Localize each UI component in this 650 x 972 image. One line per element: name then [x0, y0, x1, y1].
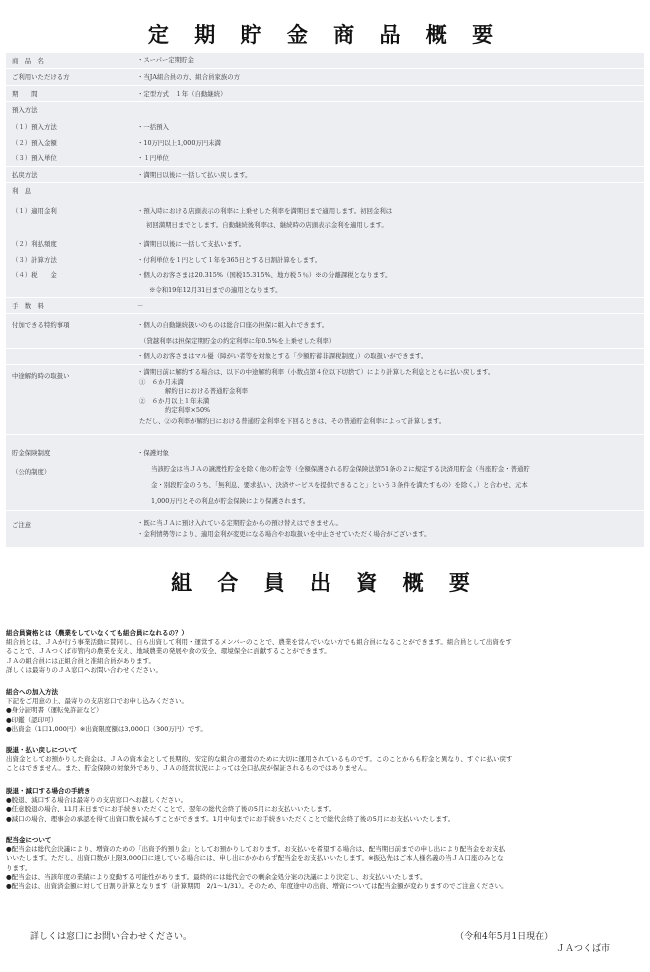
spec-value-frequency: ・満期日以後に一括して支払います。: [137, 240, 246, 248]
withdrawal-line-2: ことはできません。また、貯金保険の対象外であり、ＪＡの経営状況によっては全口払戻が保証されるものではありません。: [6, 764, 371, 773]
dividend-line-4: ●配当金は、当該年度の業績により変動する可能性があります。最終的には総代会での剰余金処分案の決議により決定し、お支払いいたします。: [6, 872, 427, 881]
member-qualification-line-1: 組合員とは、ＪＡが行う事業活動に賛同し、自ら出資して利用・運営するメンバーのことで、農業を営んでいない方でも組合員になることができます。組合員として出資をす: [6, 638, 512, 647]
spec-row-notice: [6, 511, 644, 547]
spec-row-term: [6, 86, 644, 101]
spec-value-early-2: ① ６か月未満: [139, 378, 184, 386]
spec-label-insurance: 貯金保険制度: [12, 449, 51, 457]
spec-row-users: [6, 69, 644, 85]
member-qualification-line-4: 詳しくは最寄りのＪＡ窓口へお問い合わせください。: [6, 665, 162, 674]
spec-label-payout: 払戻方法: [12, 171, 38, 179]
organization-name: ＪＡつくば市: [556, 944, 611, 954]
dividend-line-2: いいたします。ただし、出資口数が上限3,000口に達している場合には、申し出にかかわらず配当金をお支払いいたします。※振込先はご本人様名義の当ＪＡ口座のみとな: [6, 854, 504, 863]
member-qualification-section: [6, 629, 646, 675]
spec-value-name: ・スーパー定期貯金: [137, 56, 194, 64]
withdrawal-line-1: 出資金としてお預かりした資金は、ＪＡの資本金として長期的、安定的な組合の運営のために大切に運用されているものです。このことからも貯金と異なり、すぐに払い戻す: [6, 755, 513, 764]
join-line-4: ●出資金（1口1,000円）※出資限度額は3,000口（300万円）です。: [6, 724, 207, 733]
spec-row-deposit: [6, 102, 644, 166]
withdrawal-heading: 脱退・払い戻しについて: [6, 746, 78, 754]
spec-row-maruyu: [6, 349, 644, 364]
spec-row-name: [6, 53, 644, 68]
spec-label-term: 期 間: [12, 90, 38, 98]
join-line-1: 下記をご用意の上、最寄りの支店窓口でお申し込みください。: [6, 697, 188, 706]
spec-value-rate-1: ・預入時における店頭表示の利率に上乗せした利率を満期日まで適用します。初回金利は: [137, 207, 393, 215]
reduction-section: [6, 787, 646, 824]
spec-value-maruyu: ・個人のお客さまはマル優（障がい者等を対象とする「少額貯蓄非課税制度」）の取扱いができます。: [137, 352, 428, 360]
spec-label-fee: 手 数 料: [12, 302, 44, 310]
spec-label-users: ご利用いただける方: [12, 73, 70, 81]
join-line-3: ●印鑑（認印可）: [6, 715, 58, 724]
spec-value-users: ・当JA組合員の方、組合員家族の方: [137, 73, 241, 81]
spec-value-special-2: （貸越利率は担保定期貯金の約定利率に年0.5%を上乗せした利率）: [140, 337, 336, 345]
spec-value-early-3: 解約日における普通貯金利率: [165, 387, 249, 395]
spec-value-notice-1: ・既に当ＪＡに預け入れている定期貯金からの預け替えはできません。: [137, 519, 342, 527]
spec-row-early: [6, 365, 644, 434]
member-qualification-line-3: ＪＡの組合員には正組合員と准組合員があります。: [6, 656, 155, 665]
contact-note: 詳しくは窓口にお問い合わせください。: [30, 932, 193, 942]
reduction-line-2: ●任意脱退の場合、11月末日までにお手続きいただくことで、翌年の総代会終了後の5月にお支払いいたします。: [6, 805, 336, 814]
spec-value-deposit-amount: ・10万円以上1,000万円未満: [137, 139, 221, 147]
spec-row-payout: [6, 167, 644, 182]
spec-label-deposit: 預入方法: [12, 106, 38, 114]
spec-label-tax: （４）税 金: [12, 271, 57, 279]
spec-label-deposit-unit: （３）預入単位: [12, 154, 57, 162]
spec-value-early-4: ② ６か月以上１年未満: [139, 397, 210, 405]
spec-label-name: 商 品 名: [12, 57, 44, 65]
dividend-line-1: ●配当金は総代会決議により、増資のための「出資予約預り金」としてお預かりしております。お支払いを希望する場合は、配当期日前までの申し出により配当金をお支払: [6, 845, 506, 854]
spec-value-tax-2: ※令和19年12月31日までの適用となります。: [149, 286, 282, 294]
member-qualification-line-2: ることで、ＪＡつくば市管内の農業を支え、地域農業の発展や食の安全、環境保全に貢献することができます。: [6, 647, 331, 656]
spec-value-early-5: 約定利率×50%: [165, 406, 211, 414]
join-line-2: ●身分証明書（運転免許証など）: [6, 706, 103, 715]
spec-value-insurance-1: ・保護対象: [137, 449, 169, 457]
reduction-line-1: ●脱退、減口する場合は最寄りの支店窓口へお越しください。: [6, 796, 188, 805]
spec-value-calc: ・付利単位を１円として１年を365日とする日割計算をします。: [137, 256, 322, 264]
spec-value-early-1: ・満期日前に解約する場合は、以下の中途解約利率（小数点第４位以下切捨て）により計算した利息とともに払い戻します。: [137, 368, 495, 376]
spec-label-notice: ご注意: [12, 521, 32, 529]
spec-label-deposit-amount: （２）預入金額: [12, 139, 57, 147]
spec-value-fee: －: [137, 302, 144, 310]
member-qualification-heading: 組合員資格とは（農業をしていなくても組合員になれるの？）: [6, 629, 188, 637]
as-of-date: （令和4年5月1日現在）: [455, 932, 554, 942]
spec-label-rate: （１）適用金利: [12, 207, 57, 215]
join-heading: 組合への加入方法: [6, 688, 58, 696]
join-section: [6, 688, 646, 734]
dividend-heading: 配当金について: [6, 836, 52, 844]
product-summary-title: 定 期 貯 金 商 品 概 要: [147, 22, 503, 47]
spec-label-early: 中途解約時の取扱い: [12, 372, 70, 380]
spec-label-special: 付加できる特約事項: [12, 321, 70, 329]
spec-row-special: [6, 314, 644, 348]
spec-value-insurance-4: 1,000万円とその利息が貯金保険により保護されます。: [151, 497, 310, 505]
dividend-section: [6, 836, 646, 891]
dividend-line-5: ●配当金は、出資済金額に対して日割り計算となります（計算期間 2/1～1/31）。そのため、年度途中の出資、増資については配当金額が変わりますのでご注意ください。: [6, 882, 508, 891]
spec-value-notice-2: ・金利情勢等により、適用金利が変更になる場合やお取扱いを中止させていただく場合がございます。: [137, 530, 431, 538]
spec-value-rate-2: 初回満期日までとします。自動継続後利率は、継続時の店頭表示金利を適用します。: [146, 221, 388, 229]
spec-label-calc: （３）計算方法: [12, 256, 57, 264]
spec-value-deposit-unit: ・１円単位: [137, 154, 169, 162]
spec-row-insurance: [6, 435, 644, 510]
spec-value-early-6: ただし、②の利率が解約日における普通貯金利率を下回るときは、その普通貯金利率によって計算します。: [139, 417, 446, 425]
spec-value-deposit-method: ・一括預入: [137, 123, 169, 131]
member-investment-title: 組 合 員 出 資 概 要: [171, 570, 479, 595]
dividend-line-3: ります。: [6, 863, 32, 872]
reduction-line-3: ●減口の場合、理事会の承認を得て出資口数を減らすことができます。1月中旬までにお手続きいただくことで総代会終了後の5月にお支払いいたします。: [6, 814, 455, 823]
spec-value-tax-1: ・個人のお客さまは20.315%（国税15.315%、地方税５％）※の分離課税となります。: [137, 271, 392, 279]
spec-value-term: ・定型方式 １年（自動継続）: [137, 90, 227, 98]
spec-value-payout: ・満期日以後に一括して払い戻します。: [137, 171, 252, 179]
spec-label-interest: 利 息: [12, 187, 32, 195]
spec-value-insurance-2: 当該貯金は当ＪＡの譲渡性貯金を除く他の貯金等（全額保護される貯金保険法第51条の２に規定する決済用貯金（当座貯金・普通貯: [151, 465, 530, 473]
reduction-heading: 脱退・減口する場合の手続き: [6, 787, 91, 795]
spec-label-insurance-sub: （公的制度）: [12, 468, 51, 476]
spec-row-fee: [6, 298, 644, 313]
withdrawal-section: [6, 746, 646, 774]
spec-label-frequency: （２）利払頻度: [12, 240, 57, 248]
spec-value-special-1: ・個人の自動継続扱いのものは総合口座の担保に組入れできます。: [137, 321, 329, 329]
spec-row-interest: [6, 183, 644, 297]
spec-label-deposit-method: （１）預入方法: [12, 123, 57, 131]
spec-value-insurance-3: 金・別段貯金のうち、「無利息、要求払い、決済サービスを提供できること」という３条件を満たすもの）を除く。）と合わせ、元本: [151, 481, 528, 489]
